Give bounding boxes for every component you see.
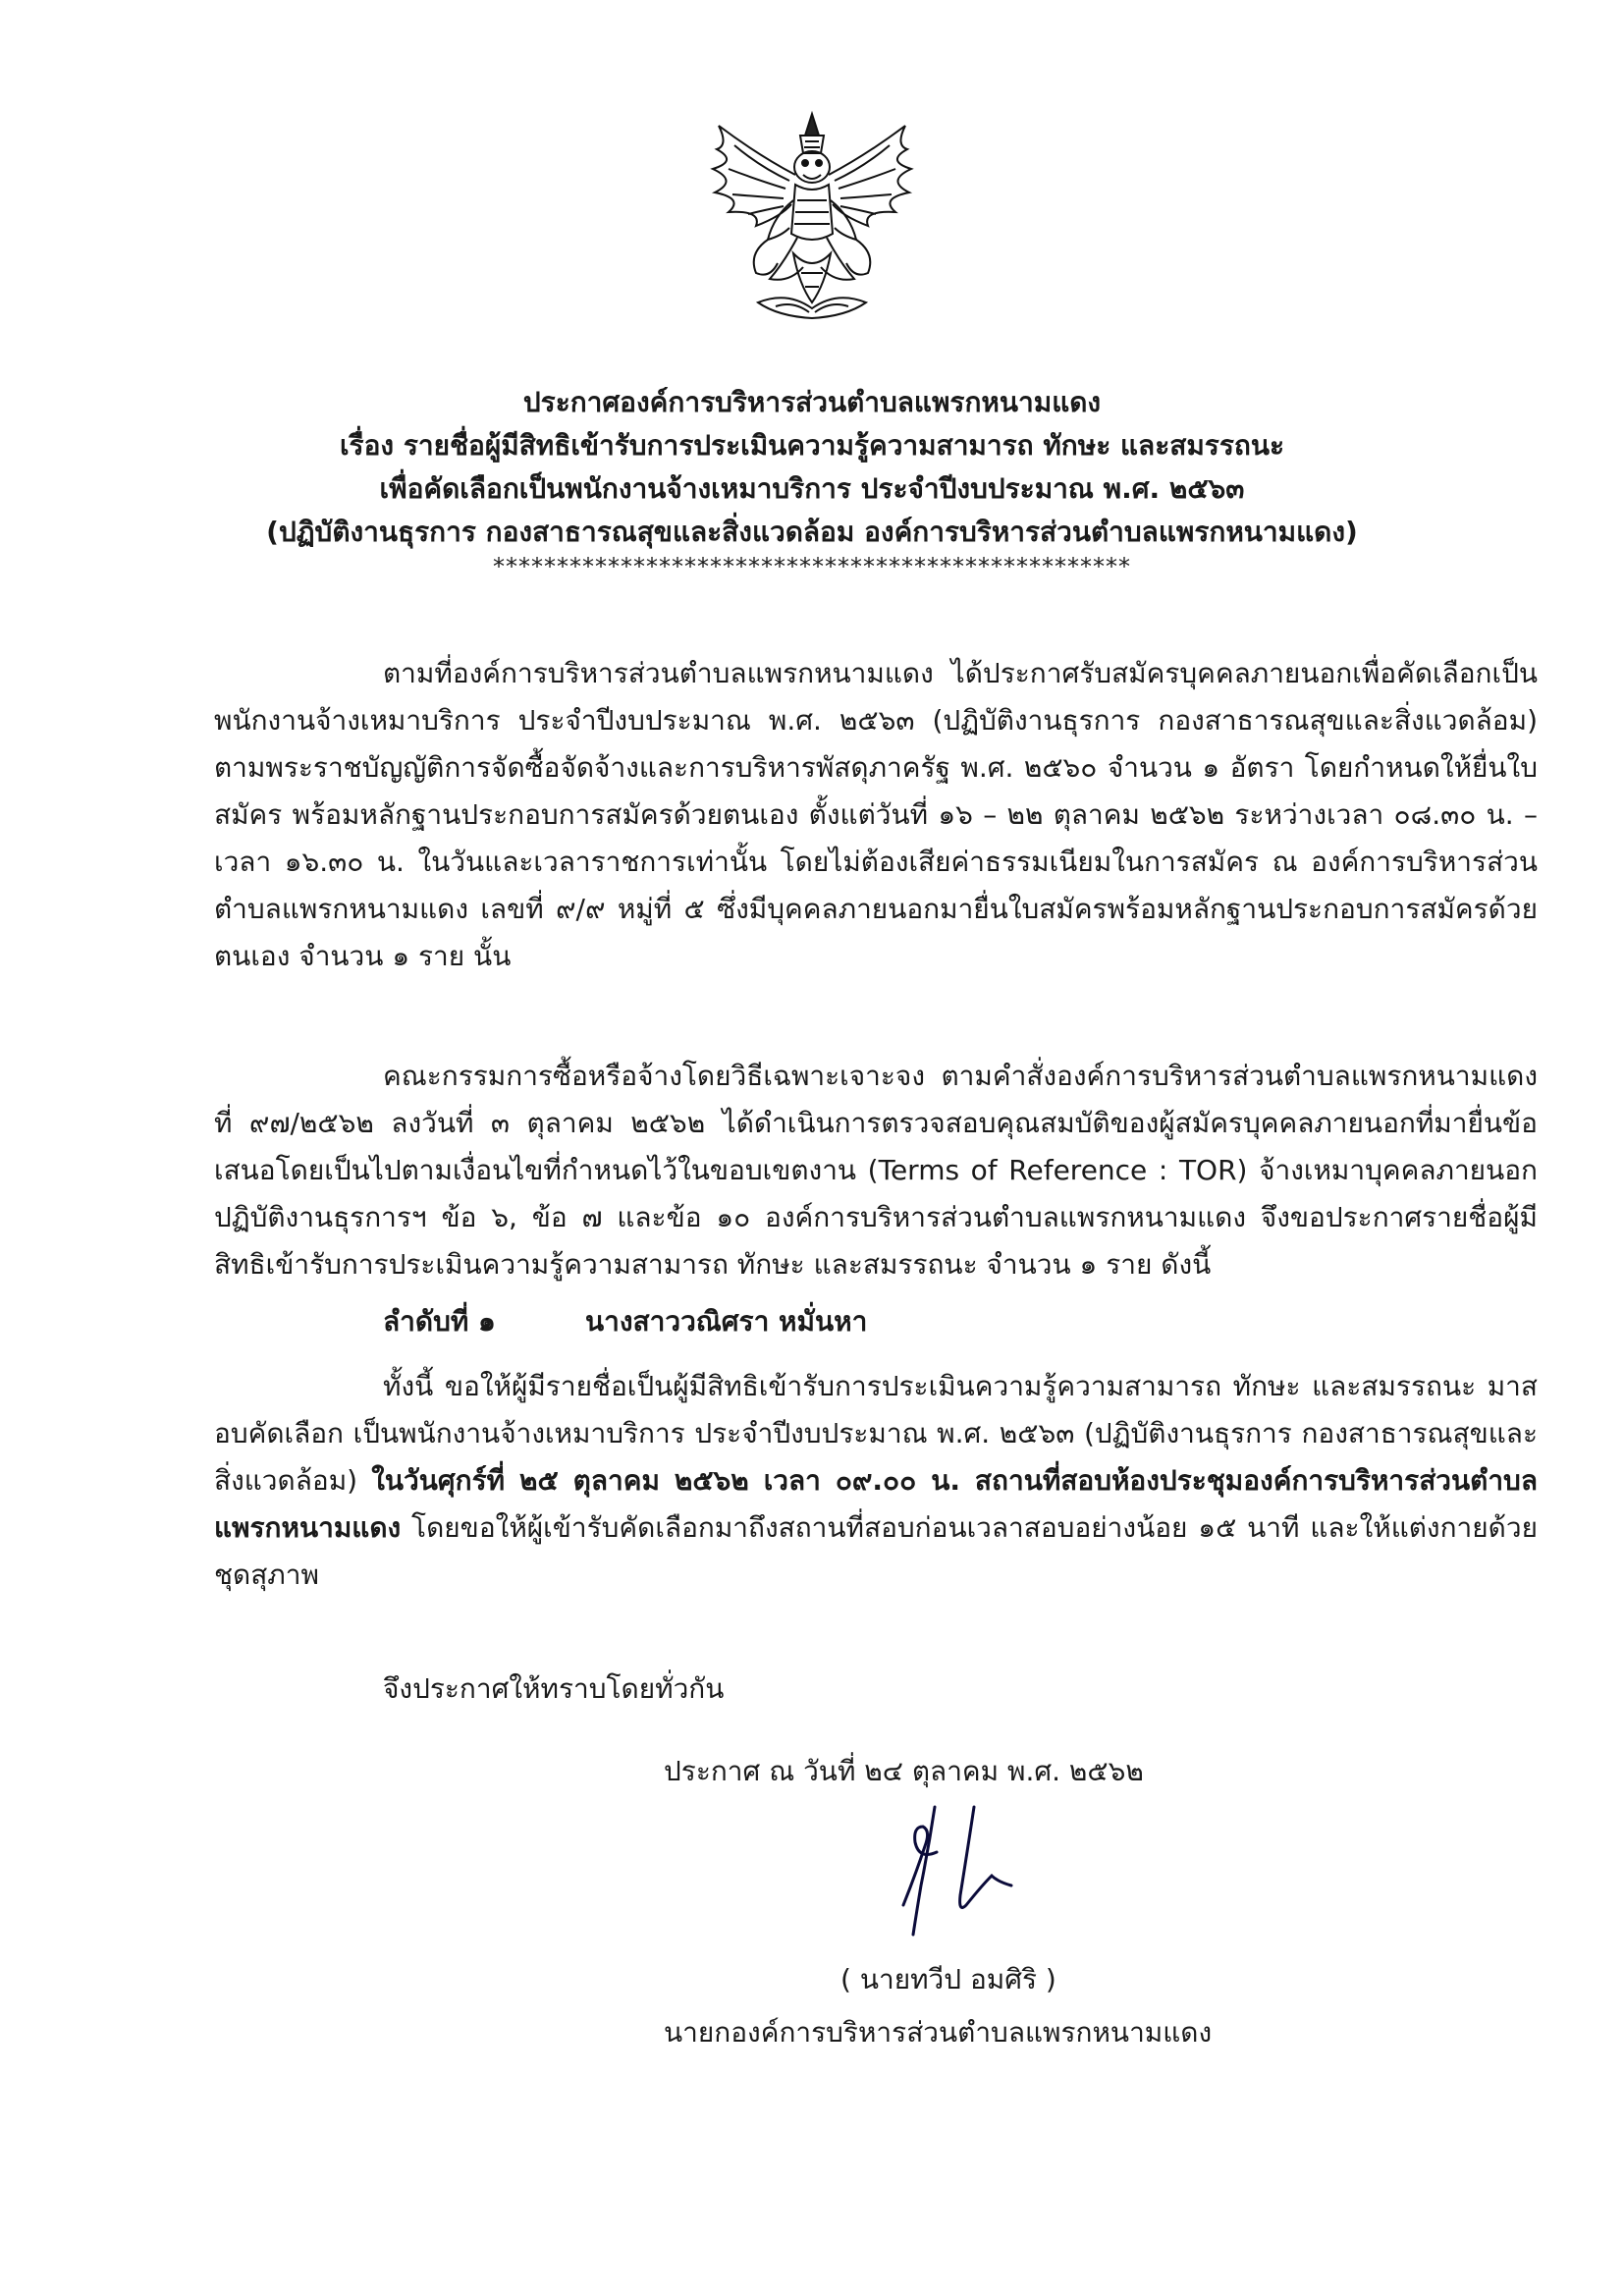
announcement-title: ประกาศองค์การบริหารส่วนตำบลแพรกหนามแดง [522,386,1102,418]
paragraph-3-intro: ทั้งนี้ ขอให้ผู้มีรายชื่อเป็นผู้มีสิทธิเข้ารับการประเมินความรู้ความสามารถ ทักษะ และสมรรถนะ มาสอบคัดเลือก เป็นพนักงานจ้างเหมาบริการ ประจำปีงบประมาณ พ.ศ. ๒๕๖๓ (ปฏิบัติงานธุรการ กองสาธารณสุขและสิ่งแวดล้อม) [214,1370,1538,1497]
announcement-subject-line-3: (ปฏิบัติงานธุรการ กองสาธารณสุขและสิ่งแวดล้อม องค์การบริหารส่วนตำบลแพรกหนามแดง) [266,516,1358,548]
paragraph-1 [214,650,1538,980]
exam-date-location: ในวันศุกร์ที่ ๒๕ ตุลาคม ๒๕๖๒ เวลา ๐๙.๐๐ น. สถานที่สอบห้องประชุมองค์การบริหารส่วนตำบลแพรกหนามแดง [214,1464,1538,1544]
announcement-header [226,381,1398,579]
paragraph-1-text: ตามที่องค์การบริหารส่วนตำบลแพรกหนามแดง ได้ประกาศรับสมัครบุคคลภายนอกเพื่อคัดเลือกเป็นพนักงานจ้างเหมาบริการ ประจำปีงบประมาณ พ.ศ. ๒๕๖๓ (ปฏิบัติงานธุรการ กองสาธารณสุขและสิ่งแวดล้อม) ตามพระราชบัญญัติการจัดซื้อจัดจ้างและการบริหารพัสดุภาครัฐ พ.ศ. ๒๕๖๐ จำนวน ๑ อัตรา โดยกำหนดให้ยื่นใบสมัคร พร้อมหลักฐานประกอบการสมัครด้วยตนเอง ตั้งแต่วันที่ ๑๖ – ๒๒ ตุลาคม ๒๕๖๒ ระหว่างเวลา ๐๘.๓๐ น. – เวลา ๑๖.๓๐ น. ในวันและเวลาราชการเท่านั้น โดยไม่ต้องเสียค่าธรรมเนียมในการสมัคร ณ องค์การบริหารส่วนตำบลแพรกหนามแดง เลขที่ ๙/๙ หมู่ที่ ๕ ซึ่งมีบุคคลภายนอกมายื่นใบสมัครพร้อมหลักฐานประกอบการสมัครด้วยตนเอง จำนวน ๑ ราย นั้น [214,657,1538,972]
announcement-date: ประกาศ ณ วันที่ ๒๔ ตุลาคม พ.ศ. ๒๕๖๒ [664,1755,1144,1787]
paragraph-2-text: คณะกรรมการซื้อหรือจ้างโดยวิธีเฉพาะเจาะจง ตามคำสั่งองค์การบริหารส่วนตำบลแพรกหนามแดง ที่ ๙๗/๒๕๖๒ ลงวันที่ ๓ ตุลาคม ๒๕๖๒ ได้ดำเนินการตรวจสอบคุณสมบัติของผู้สมัครบุคคลภายนอกที่มายื่นข้อเสนอโดยเป็นไปตามเงื่อนไขที่กำหนดไว้ในขอบเขตงาน (Terms of Reference : TOR) จ้างเหมาบุคคลภายนอกปฏิบัติงานธุรการฯ ข้อ ๖, ข้อ ๗ และข้อ ๑๐ องค์การบริหารส่วนตำบลแพรกหนามแดง จึงขอประกาศรายชื่อผู้มีสิทธิเข้ารับการประเมินความรู้ความสามารถ ทักษะ และสมรรถนะ จำนวน ๑ ราย ดังนี้ [214,1060,1538,1281]
announcement-subject-line-2: เพื่อคัดเลือกเป็นพนักงานจ้างเหมาบริการ ประจำปีงบประมาณ พ.ศ. ๒๕๖๓ [379,472,1245,505]
signer-position: นายกองค์การบริหารส่วนตำบลแพรกหนามแดง [664,2016,1213,2049]
handwritten-signature-icon [864,1787,1041,1944]
paragraph-3-instructions: โดยขอให้ผู้เข้ารับคัดเลือกมาถึงสถานที่สอบก่อนเวลาสอบอย่างน้อย ๑๕ นาที และให้แต่งกายด้วย ชุดสุภาพ [214,1511,1538,1591]
paragraph-3-text [214,1363,1538,1599]
candidate-order-number: ลำดับที่ ๑ [383,1305,496,1338]
garuda-emblem-icon [699,106,925,332]
closing-statement: จึงประกาศให้ทราบโดยทั่วกัน [383,1672,725,1705]
candidate-list-item [383,1298,868,1345]
paragraph-3 [214,1363,1538,1599]
signer-name: ( นายทวีป อมศิริ ) [840,1963,1056,1995]
candidate-name: นางสาววณิศรา หมั่นหา [585,1305,868,1338]
header-separator: ************************************************** [493,553,1131,580]
paragraph-2 [214,1053,1538,1288]
announcement-subject: เรื่อง รายชื่อผู้มีสิทธิเข้ารับการประเมินความรู้ความสามารถ ทักษะ และสมรรถนะ [339,429,1284,462]
